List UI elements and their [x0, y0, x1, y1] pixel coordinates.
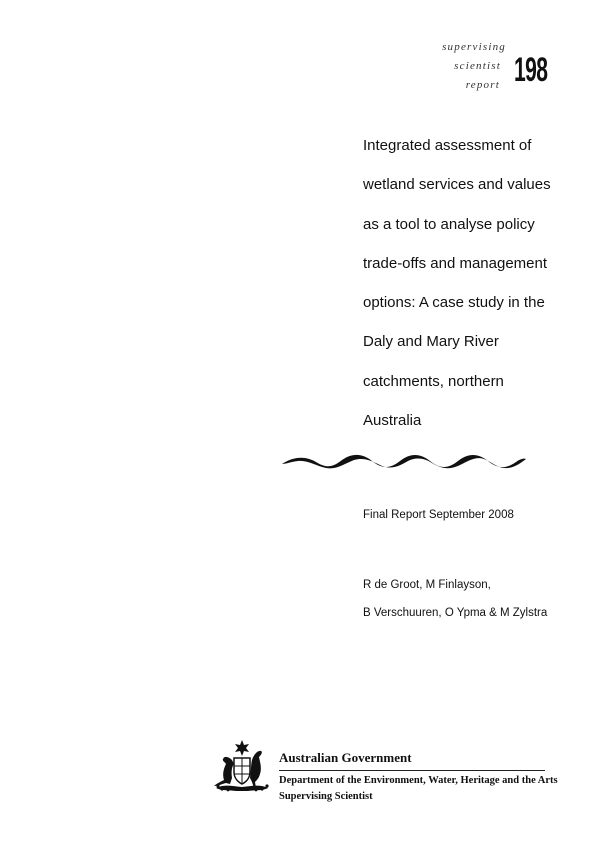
title-line: Daly and Mary River: [363, 333, 499, 351]
footer-divider: [279, 770, 545, 771]
title-line: options: A case study in the: [363, 294, 545, 312]
report-number: 198: [514, 51, 548, 89]
title-line: trade-offs and management: [363, 254, 548, 272]
title-line: Australia: [363, 412, 422, 430]
division-name: Supervising Scientist: [279, 791, 373, 802]
department-name: Department of the Environment, Water, Heritage and the Arts: [279, 775, 558, 786]
title-line: wetland services and values: [363, 176, 551, 194]
series-label: [440, 38, 506, 95]
series-line-scientist: scientist: [454, 60, 501, 72]
title-line: catchments, northern: [363, 372, 504, 390]
authors-line: R de Groot, M Finlayson,: [363, 579, 491, 591]
government-name: Australian Government: [279, 750, 412, 765]
wave-divider: [280, 448, 528, 478]
authors: [363, 571, 547, 627]
coat-of-arms-icon: [210, 738, 274, 796]
final-report-date: Final Report September 2008: [363, 509, 514, 521]
report-title: [363, 126, 583, 440]
title-line: Integrated assessment of: [363, 137, 532, 154]
series-line-supervising: supervising: [442, 41, 506, 53]
series-line-report: report: [465, 79, 500, 91]
authors-line: B Verschuuren, O Ypma & M Zylstra: [363, 607, 548, 619]
title-line: as a tool to analyse policy: [363, 215, 535, 233]
